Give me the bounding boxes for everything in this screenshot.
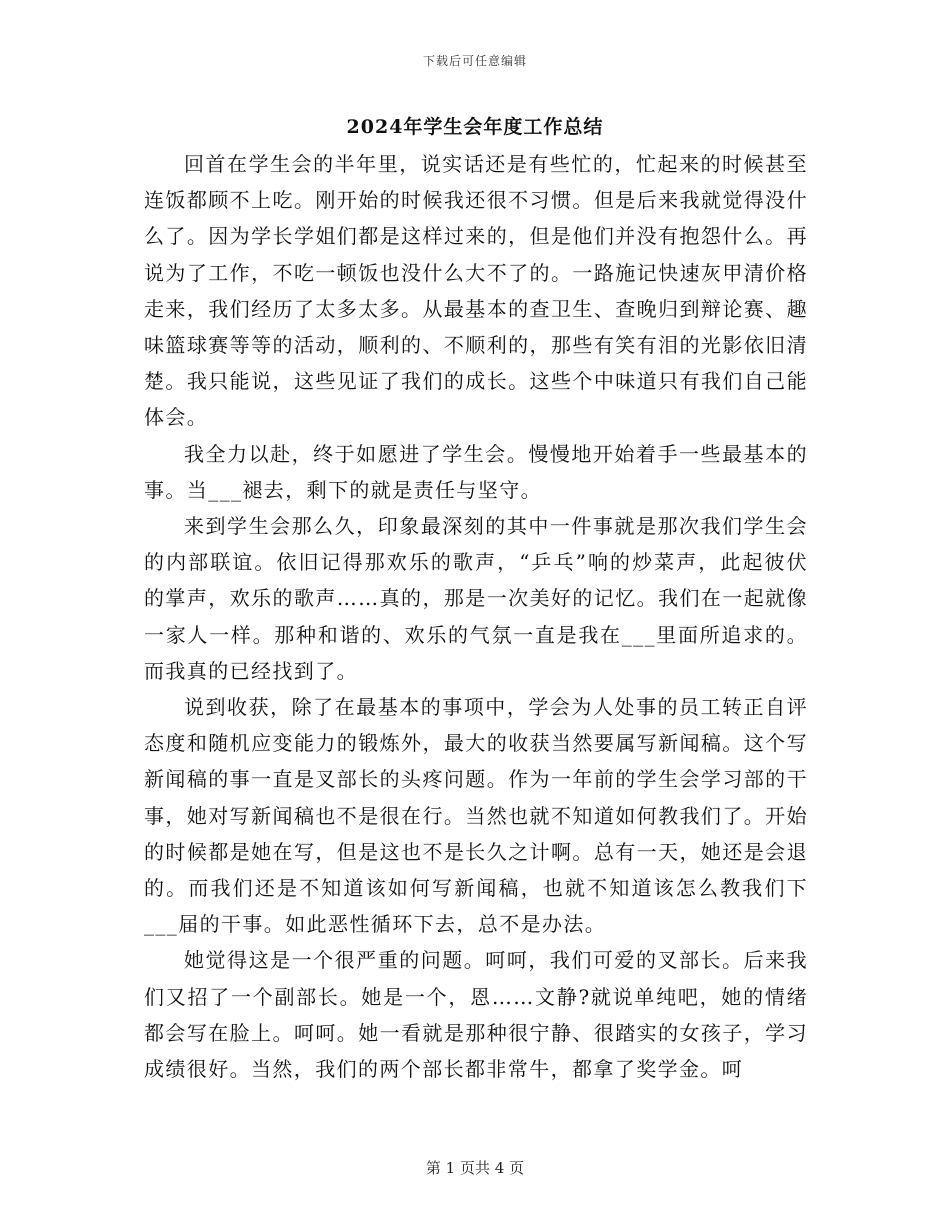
page-number-footer: 第 1 页共 4 页 xyxy=(425,1159,525,1177)
paragraph: 她觉得这是一个很严重的问题。呵呵，我们可爱的叉部长。后来我们又招了一个副部长。她是一个，恩……文静?就说单纯吧，她的情绪都会写在脸上。呵呵。她一看就是那种很宁静、很踏实的女孩子，学习成绩很好。当然，我们的两个部长都非常牛，都拿了奖学金。呵 xyxy=(144,948,808,1082)
paragraph: 我全力以赴，终于如愿进了学生会。慢慢地开始着手一些最基本的事。当___褪去，剩下的就是责任与坚守。 xyxy=(144,441,808,502)
paragraph: 说到收获，除了在最基本的事项中，学会为人处事的员工转正自评态度和随机应变能力的锻炼外，最大的收获当然要属写新闻稿。这个写新闻稿的事一直是叉部长的头疼问题。作为一年前的学生会学习部的干事，她对写新闻稿也不是很在行。当然也就不知道如何教我们了。开始的时候都是她在写，但是这也不是长久之计啊。总有一天，她还是会退的。而我们还是不知道该如何写新闻稿，也就不知道该怎么教我们下___届的干事。如此恶性循环下去，总不是办法。 xyxy=(144,695,808,937)
document-title: 2024年学生会年度工作总结 xyxy=(346,116,604,138)
page-header-note: 下载后可任意编辑 xyxy=(422,54,527,68)
document-body xyxy=(144,146,808,1087)
paragraph: 来到学生会那么久，印象最深刻的其中一件事就是那次我们学生会的内部联谊。依旧记得那欢乐的歌声，“乒乓”响的炒菜声，此起彼伏的掌声，欢乐的歌声……真的，那是一次美好的记忆。我们在一起就像一家人一样。那种和谐的、欢乐的气氛一直是我在___里面所追求的。而我真的已经找到了。 xyxy=(144,514,808,683)
paragraph: 回首在学生会的半年里，说实话还是有些忙的，忙起来的时候甚至连饭都顾不上吃。刚开始的时候我还很不习惯。但是后来我就觉得没什么了。因为学长学姐们都是这样过来的，但是他们并没有抱怨什么。再说为了工作，不吃一顿饭也没什么大不了的。一路施记快速灰甲清价格走来，我们经历了太多太多。从最基本的查卫生、查晚归到辩论赛、趣味篮球赛等等的活动，顺利的、不顺利的，那些有笑有泪的光影依旧清楚。我只能说，这些见证了我们的成长。这些个中味道只有我们自己能体会。 xyxy=(144,152,808,430)
